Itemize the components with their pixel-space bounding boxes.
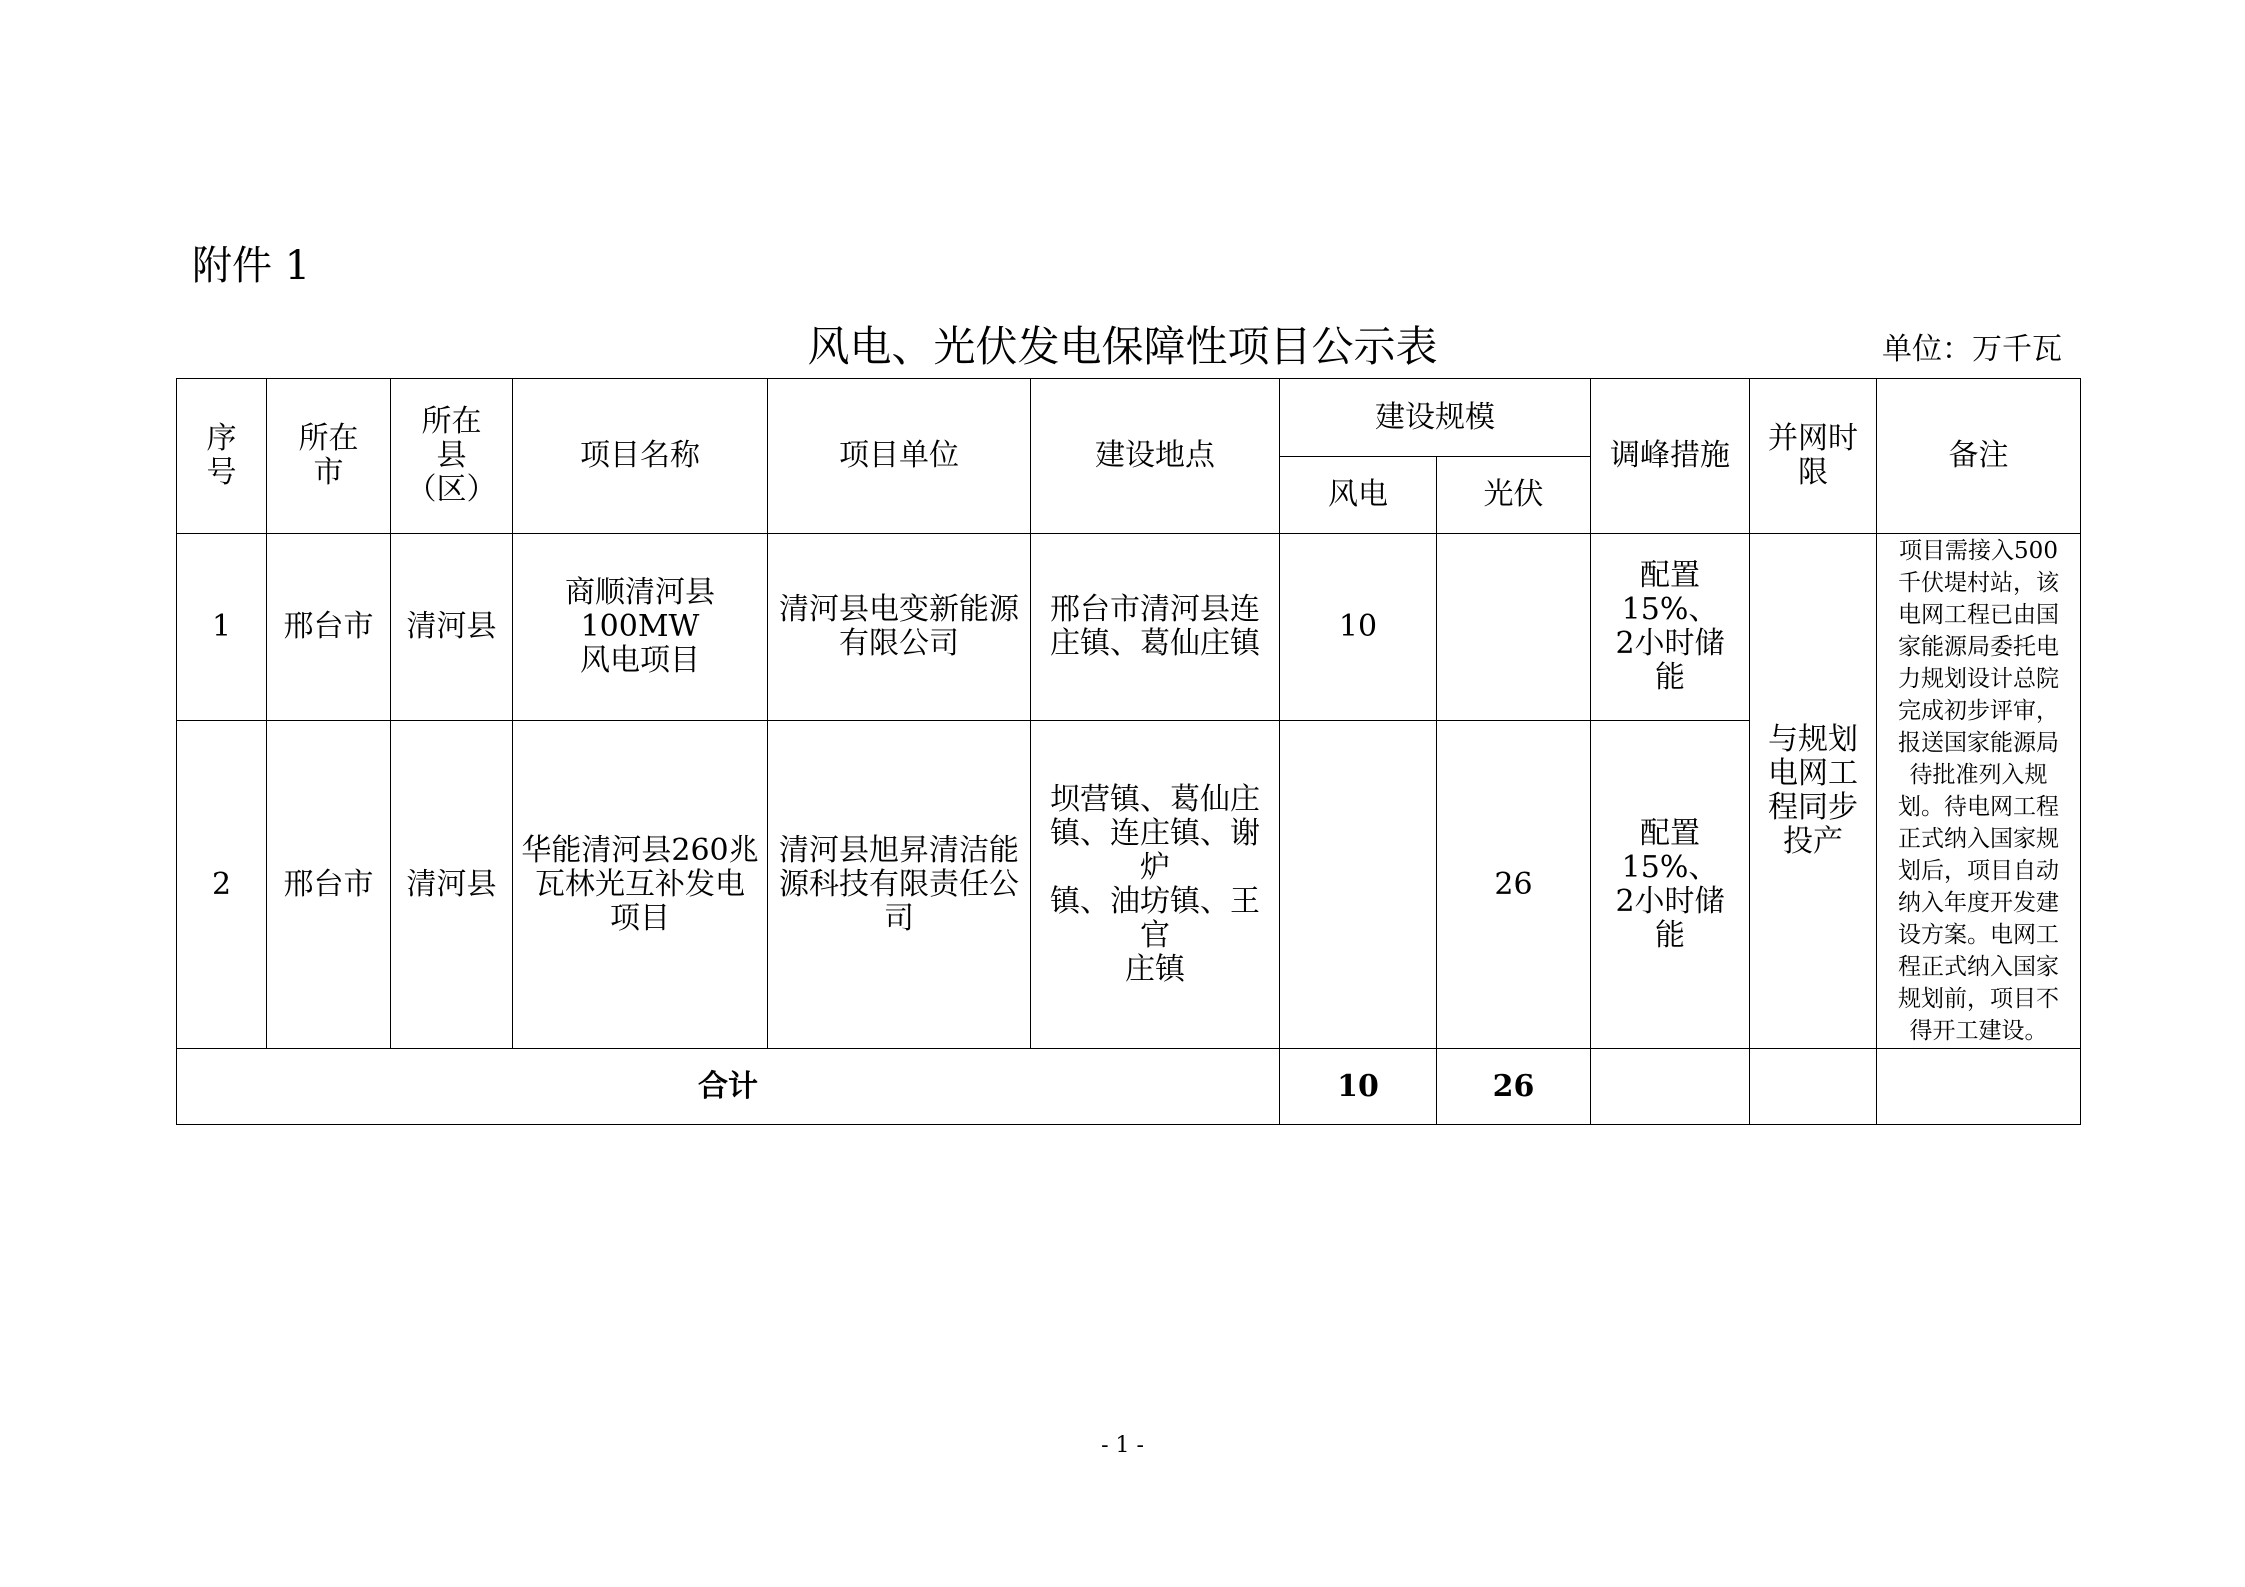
header-solar: 光伏: [1437, 457, 1591, 534]
cell-county: 清河县: [391, 721, 513, 1049]
header-scale: 建设规模: [1280, 379, 1591, 457]
header-wind: 风电: [1280, 457, 1437, 534]
header-project-unit: 项目单位: [768, 379, 1031, 534]
header-county: 所在 县 （区）: [391, 379, 513, 534]
cell-wind: 10: [1280, 534, 1437, 721]
cell-seq: 1: [177, 534, 267, 721]
header-city: 所在 市: [267, 379, 391, 534]
header-peak-regulation: 调峰措施: [1591, 379, 1750, 534]
cell-project-name: 商顺清河县100MW 风电项目: [513, 534, 768, 721]
cell-grid-deadline: 与规划 电网工 程同步 投产: [1750, 534, 1877, 1049]
cell-project-unit: 清河县旭昇清洁能 源科技有限责任公 司: [768, 721, 1031, 1049]
cell-solar: 26: [1437, 721, 1591, 1049]
total-empty-grid: [1750, 1049, 1877, 1125]
total-solar: 26: [1437, 1049, 1591, 1125]
header-note: 备注: [1877, 379, 2081, 534]
total-row: [177, 1049, 2081, 1125]
total-label: 合计: [177, 1049, 1280, 1125]
cell-city: 邢台市: [267, 721, 391, 1049]
header-project-name: 项目名称: [513, 379, 768, 534]
project-table: [176, 378, 2081, 1125]
cell-note: 项目需接入500 千伏堤村站，该 电网工程已由国 家能源局委托电 力规划设计总院 完成初步评审， 报送国家能源局 待批准列入规 划。待电网工程 正式纳入国家规 划后，项目自动 纳入年度开发建 设方案。电网工 程正式纳入国家 规划前，项目不 得开工建设。: [1877, 534, 2081, 1049]
cell-county: 清河县: [391, 534, 513, 721]
header-row-1: [177, 379, 2081, 457]
cell-seq: 2: [177, 721, 267, 1049]
table-row: [177, 534, 2081, 721]
cell-solar: [1437, 534, 1591, 721]
total-wind: 10: [1280, 1049, 1437, 1125]
cell-wind: [1280, 721, 1437, 1049]
cell-project-unit: 清河县电变新能源 有限公司: [768, 534, 1031, 721]
cell-project-name: 华能清河县260兆 瓦林光互补发电 项目: [513, 721, 768, 1049]
cell-city: 邢台市: [267, 534, 391, 721]
total-empty-peak: [1591, 1049, 1750, 1125]
header-location: 建设地点: [1031, 379, 1280, 534]
cell-location: 坝营镇、葛仙庄 镇、连庄镇、谢炉 镇、油坊镇、王官 庄镇: [1031, 721, 1280, 1049]
page-number: - 1 -: [1101, 1433, 1144, 1458]
cell-peak-regulation: 配置15%、 2小时储 能: [1591, 534, 1750, 721]
cell-location: 邢台市清河县连 庄镇、葛仙庄镇: [1031, 534, 1280, 721]
header-seq: 序 号: [177, 379, 267, 534]
table-title: 风电、光伏发电保障性项目公示表: [807, 322, 1438, 371]
cell-peak-regulation: 配置15%、 2小时储 能: [1591, 721, 1750, 1049]
unit-label: 单位：万千瓦: [1882, 332, 2062, 367]
attachment-heading: 附件 1: [192, 243, 311, 289]
total-empty-note: [1877, 1049, 2081, 1125]
header-grid-deadline: 并网时 限: [1750, 379, 1877, 534]
